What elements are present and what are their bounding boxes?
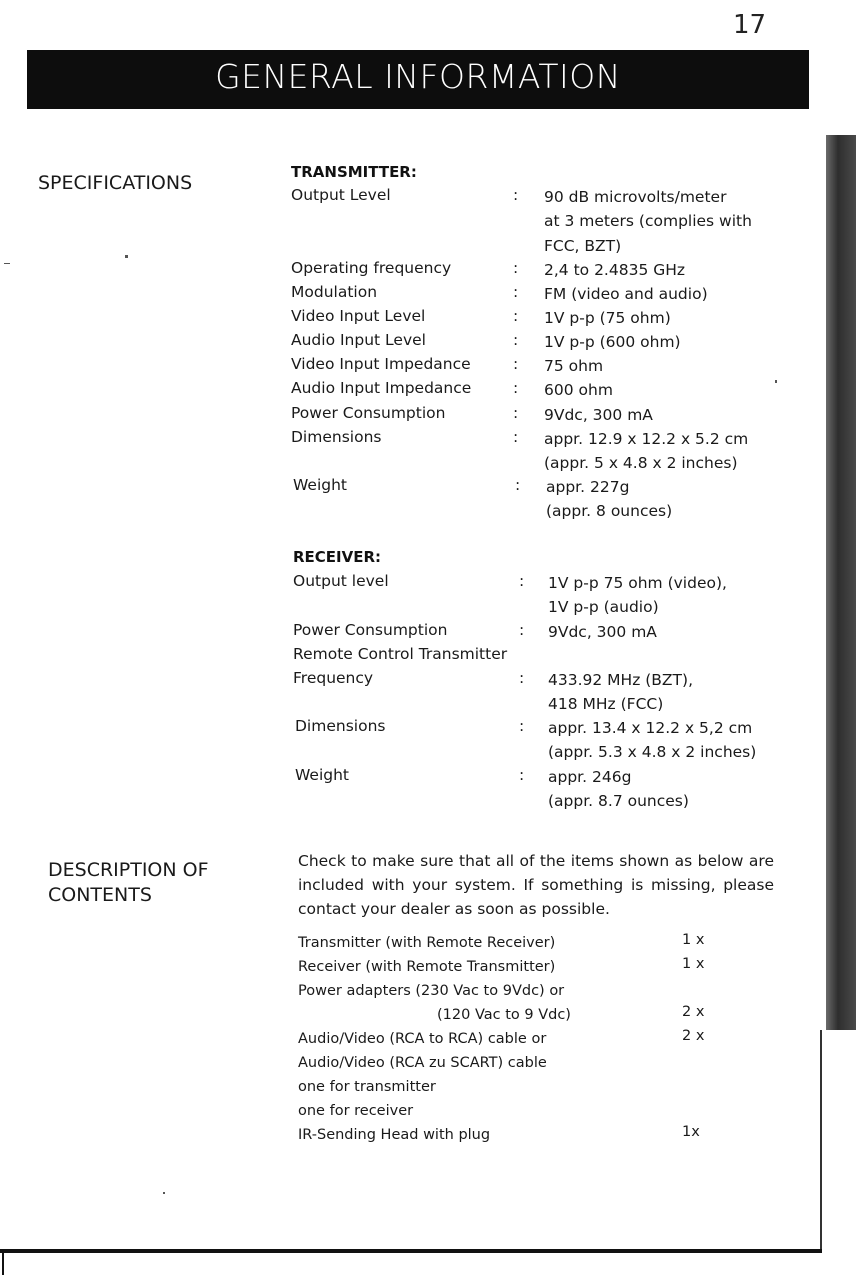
list-item: (120 Vac to 9 Vdc) <box>437 1007 571 1023</box>
list-item: Transmitter (with Remote Receiver) <box>298 935 556 951</box>
scan-speck <box>775 380 777 383</box>
spec-label: Dimensions <box>295 717 386 735</box>
spec-label: Weight <box>293 476 348 494</box>
spec-value: 75 ohm <box>544 357 604 375</box>
spec-label: Power Consumption <box>291 404 446 422</box>
spec-label: Remote Control Transmitter <box>293 645 508 663</box>
spec-label: Dimensions <box>291 428 382 446</box>
spec-label: Frequency <box>293 669 374 687</box>
spec-value: 433.92 MHz (BZT), 418 MHz (FCC) <box>548 671 693 714</box>
item-quantity: 2 x <box>682 1004 705 1020</box>
bottom-rule <box>0 1249 822 1253</box>
spec-colon: : <box>513 186 519 204</box>
spec-colon: : <box>513 259 519 277</box>
item-quantity: 1 x <box>682 956 705 972</box>
scan-speck <box>125 255 128 258</box>
spec-colon: : <box>513 331 519 349</box>
transmitter-heading: TRANSMITTER: <box>291 163 417 181</box>
contents-label: DESCRIPTION OF CONTENTS <box>48 859 209 906</box>
spec-value: 2,4 to 2.4835 GHz <box>544 261 686 279</box>
spec-value: appr. 246g (appr. 8.7 ounces) <box>548 768 689 811</box>
spec-value: 1V p-p 75 ohm (video), 1V p-p (audio) <box>548 574 727 617</box>
list-item: one for transmitter <box>298 1079 436 1095</box>
list-item: Receiver (with Remote Transmitter) <box>298 959 556 975</box>
spec-colon: : <box>519 766 525 784</box>
spec-value: 600 ohm <box>544 381 613 399</box>
spec-colon: : <box>513 428 519 446</box>
scan-speck <box>163 1192 165 1194</box>
receiver-heading: RECEIVER: <box>293 548 382 566</box>
spec-colon: : <box>513 379 519 397</box>
spec-value: appr. 13.4 x 12.2 x 5,2 cm (appr. 5.3 x 4.8 x 2 inches) <box>548 719 757 762</box>
spec-label: Video Input Impedance <box>291 355 471 373</box>
item-quantity: 1x <box>682 1124 700 1140</box>
spec-colon: : <box>513 404 519 422</box>
specifications-label: SPECIFICATIONS <box>38 172 193 194</box>
spec-colon: : <box>515 476 521 494</box>
header-band <box>27 50 809 109</box>
spec-label: Video Input Level <box>291 307 426 325</box>
spec-label: Operating frequency <box>291 259 452 277</box>
spec-value: 1V p-p (75 ohm) <box>544 309 671 327</box>
scan-speck <box>4 263 10 264</box>
spec-label: Modulation <box>291 283 378 301</box>
spec-value: appr. 12.9 x 12.2 x 5.2 cm (appr. 5 x 4.8 x 2 inches) <box>544 430 749 473</box>
bottom-tick <box>2 1253 4 1275</box>
spec-colon: : <box>513 283 519 301</box>
spec-colon: : <box>513 355 519 373</box>
contents-intro: Check to make sure that all of the items shown as below are included with your system. If something is missing, please contact your dealer as soon as possible. <box>298 852 774 918</box>
list-item: Power adapters (230 Vac to 9Vdc) or <box>298 983 565 999</box>
spec-colon: : <box>519 669 525 687</box>
list-item: one for receiver <box>298 1103 414 1119</box>
list-item: Audio/Video (RCA zu SCART) cable <box>298 1055 547 1071</box>
spec-value: 9Vdc, 300 mA <box>548 623 657 641</box>
spec-label: Audio Input Impedance <box>291 379 472 397</box>
list-item: Audio/Video (RCA to RCA) cable or <box>298 1031 547 1047</box>
spec-value: 1V p-p (600 ohm) <box>544 333 681 351</box>
spec-colon: : <box>519 717 525 735</box>
spec-colon: : <box>519 621 525 639</box>
spec-label: Output Level <box>291 186 391 204</box>
spec-value: 90 dB microvolts/meter at 3 meters (complies with FCC, BZT) <box>544 188 752 255</box>
spec-label: Output level <box>293 572 389 590</box>
page-number: 17 <box>733 10 767 40</box>
item-quantity: 1 x <box>682 932 705 948</box>
spec-value: FM (video and audio) <box>544 285 708 303</box>
spec-value: appr. 227g (appr. 8 ounces) <box>546 478 673 521</box>
list-item: IR-Sending Head with plug <box>298 1127 491 1143</box>
item-quantity: 2 x <box>682 1028 705 1044</box>
spec-colon: : <box>519 572 525 590</box>
spec-label: Weight <box>295 766 350 784</box>
page-edge-shadow <box>826 135 856 1030</box>
page-edge-line <box>820 1030 822 1250</box>
spec-label: Audio Input Level <box>291 331 426 349</box>
spec-colon: : <box>513 307 519 325</box>
spec-value: 9Vdc, 300 mA <box>544 406 653 424</box>
page-title: GENERAL INFORMATION <box>215 57 621 96</box>
spec-label: Power Consumption <box>293 621 448 639</box>
